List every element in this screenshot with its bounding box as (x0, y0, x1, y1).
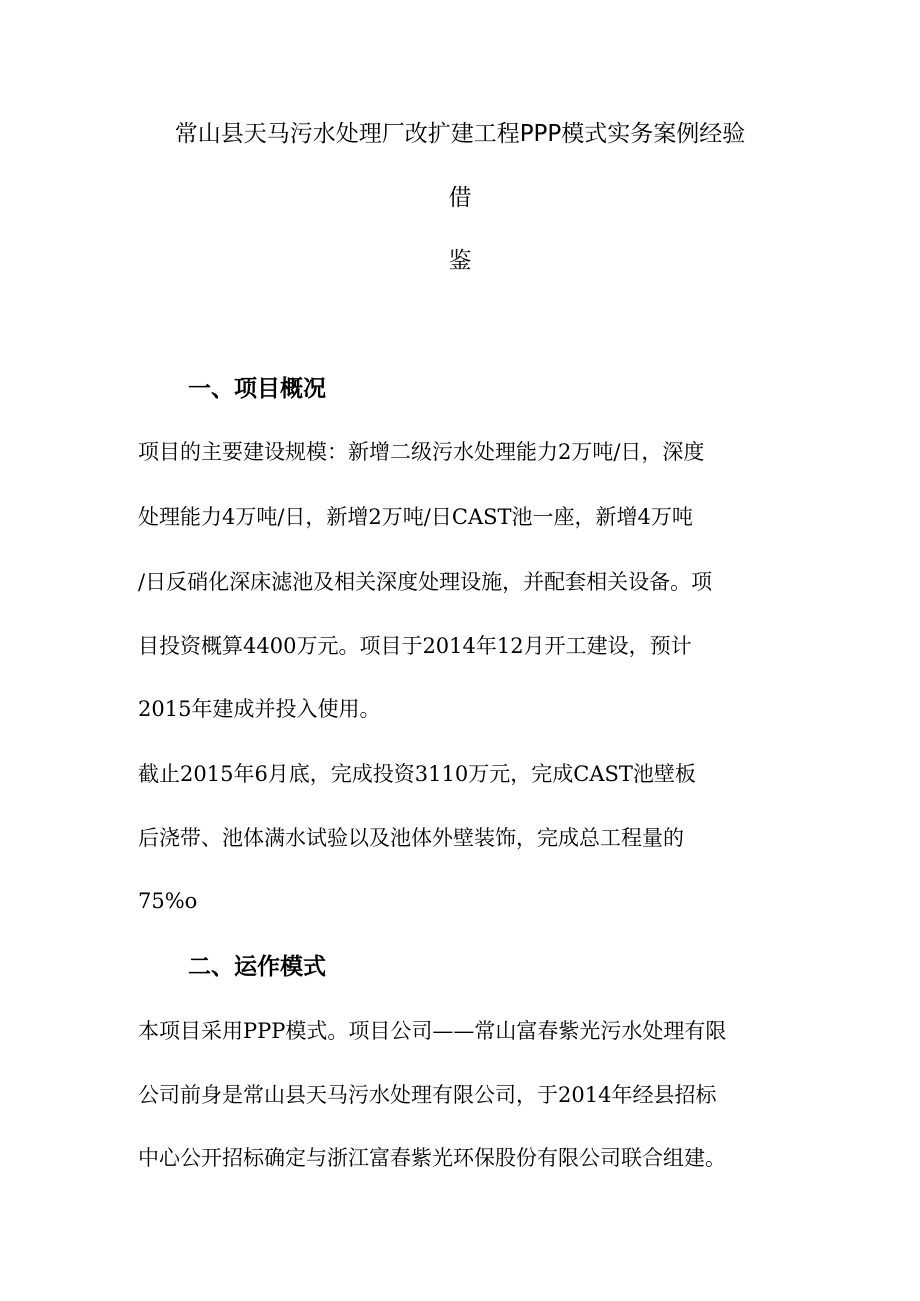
section1-paragraph1-line-1: 项目的主要建设规模：新增二级污水处理能力2万吨/日，深度 (138, 440, 705, 464)
document-title-line-2: 借 (448, 185, 472, 211)
section1-paragraph2-line-2: 后浇带、池体满水试验以及池体外壁装饰，完成总工程量的 (138, 826, 684, 850)
document-title-line-1: 常山县天马污水处理厂改扩建工程PPP模式实务案例经验 (174, 121, 746, 147)
document-title-line-3: 鉴 (448, 248, 472, 274)
section1-paragraph1-line-5: 2015年建成并投入使用。 (138, 697, 381, 721)
section2-paragraph1-line-1: 本项目采用PPP模式。项目公司——常山富春紫光污水处理有限 (138, 1019, 727, 1043)
section1-heading: 一、项目概况 (188, 376, 326, 402)
section1-paragraph2-line-3: 75%o (138, 889, 198, 913)
section1-paragraph1-line-4: 目投资概算4400万元。项目于2014年12月开工建设，预计 (138, 634, 692, 658)
section1-paragraph1-line-2: 处理能力4万吨/日，新增2万吨/日CAST池一座，新增4万吨 (138, 505, 693, 529)
section2-paragraph1-line-2: 公司前身是常山县天马污水处理有限公司，于2014年经县招标 (138, 1083, 717, 1107)
section1-paragraph1-line-3: /日反硝化深床滤池及相关深度处理设施，并配套相关设备。项 (138, 570, 713, 594)
section1-paragraph2-line-1: 截止2015年6月底，完成投资3110万元，完成CAST池壁板 (138, 762, 696, 786)
section2-heading: 二、运作模式 (188, 954, 326, 980)
section2-paragraph1-line-3: 中心公开招标确定与浙江富春紫光环保股份有限公司联合组建。 (138, 1146, 726, 1170)
